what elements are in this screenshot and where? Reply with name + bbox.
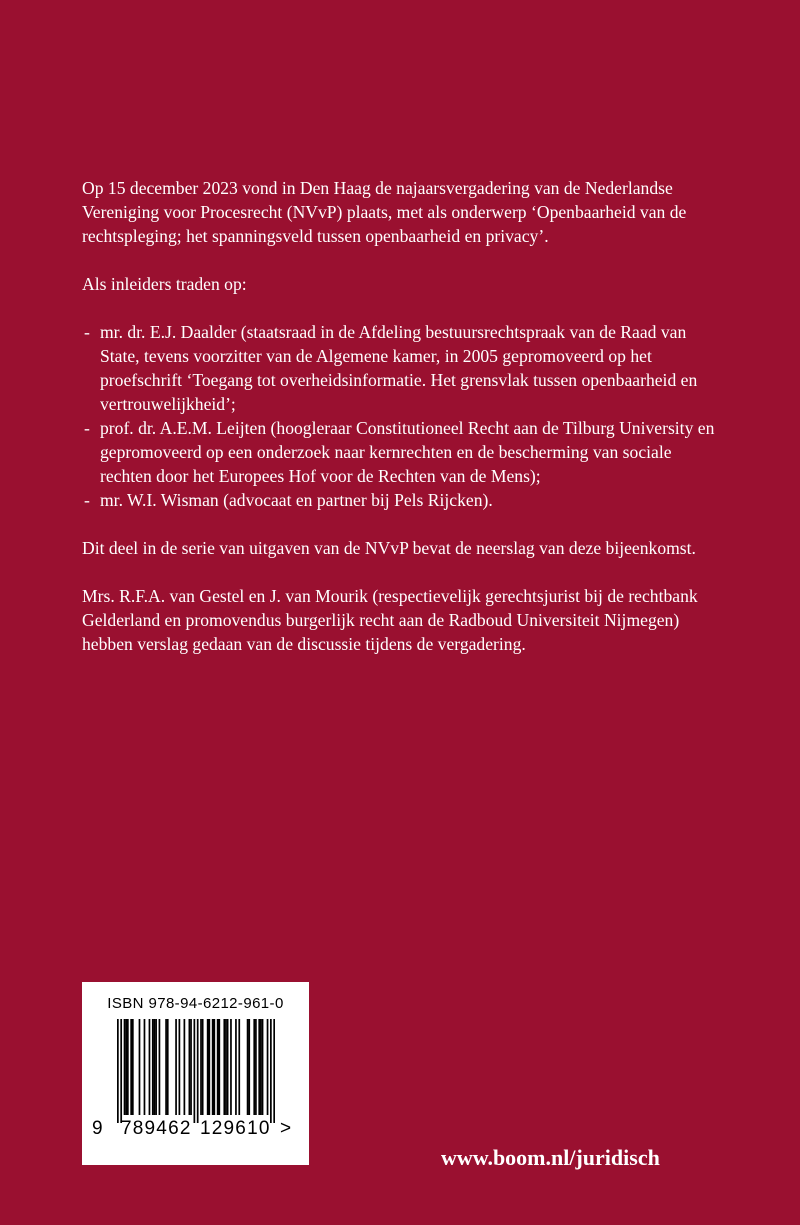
speaker-list: [82, 320, 722, 512]
barcode-bar: [235, 1019, 237, 1115]
barcode-bar: [124, 1019, 126, 1115]
barcode-bar: [247, 1019, 249, 1115]
barcode-bar: [132, 1019, 134, 1115]
barcode-bar: [127, 1019, 129, 1115]
barcode-bar: [253, 1019, 255, 1115]
barcode-bar: [217, 1019, 219, 1115]
barcode-bar: [225, 1019, 227, 1115]
barcode-bar: [227, 1019, 229, 1115]
barcode-guard-bar: [273, 1019, 275, 1123]
barcode-bars: [117, 1019, 275, 1123]
barcode-bar: [267, 1019, 269, 1115]
barcode-bar: [125, 1019, 127, 1115]
isbn-barcode-box: [82, 982, 309, 1165]
barcode-bar: [258, 1019, 260, 1115]
barcode-bar: [130, 1019, 132, 1115]
barcode-bar: [218, 1019, 220, 1115]
barcode-first-digit: 9: [92, 1118, 103, 1139]
barcode-guard-bar: [117, 1019, 119, 1123]
barcode-guard-bar: [120, 1019, 122, 1123]
barcode-bar: [179, 1019, 181, 1115]
barcode-bar: [165, 1019, 167, 1115]
barcode-bar: [154, 1019, 156, 1115]
barcode-bar: [262, 1019, 264, 1115]
barcode-bar: [149, 1019, 151, 1115]
barcode-bar: [223, 1019, 225, 1115]
barcode-digits: [92, 1118, 302, 1144]
series-paragraph: Dit deel in de serie van uitgaven van de NVvP bevat de neerslag van deze bijeenkomst.: [82, 538, 696, 558]
barcode-bar: [139, 1019, 141, 1115]
barcode-bar: [248, 1019, 250, 1115]
barcode-bar: [190, 1019, 192, 1115]
speakers-intro: Als inleiders traden op:: [82, 274, 247, 294]
barcode-bar: [212, 1019, 214, 1115]
barcode-bar: [207, 1019, 209, 1115]
barcode-bar: [255, 1019, 257, 1115]
report-paragraph: Mrs. R.F.A. van Gestel en J. van Mourik (respectievelijk gerechtsjurist bij de rechtbank Gelderland en promovendus burgerlijk recht aan de Radboud Universiteit Nijmegen) hebben verslag gedaan van de discussie tijdens de vergadering.: [82, 586, 698, 654]
list-dash: -: [84, 490, 90, 510]
barcode-bar: [159, 1019, 161, 1115]
description-block: [82, 176, 722, 680]
speaker-text: mr. dr. E.J. Daalder (staatsraad in de Afdeling bestuursrechtspraak van de Raad van State, tevens voorzitter van de Algemene kamer, in 2005 gepromoveerd op het proefschrift ‘Toegang tot overheidsinformatie. Het grensvlak tussen openbaarheid en vertrouwelijkheid’;: [100, 322, 698, 414]
barcode-left-group: 789462: [121, 1118, 192, 1139]
speaker-text: mr. W.I. Wisman (advocaat en partner bij Pels Rijcken).: [100, 490, 493, 510]
speaker-text: prof. dr. A.E.M. Leijten (hoogleraar Constitutioneel Recht aan de Tilburg University en gepromoveerd op een onderzoek naar kernrechten en de bescherming van sociale rechten door het Europees Hof voor de Rechten van de Mens);: [100, 418, 715, 486]
barcode-bar: [202, 1019, 204, 1115]
barcode-bar: [213, 1019, 215, 1115]
list-item: [82, 416, 722, 488]
intro-paragraph: Op 15 december 2023 vond in Den Haag de najaarsvergadering van de Nederlandse Vereniging voor Procesrecht (NVvP) plaats, met als onderwerp ‘Openbaarheid van de rechtspleging; het spanningsveld tussen openbaarheid en privacy’.: [82, 178, 687, 246]
barcode-guard-bar: [194, 1019, 196, 1123]
barcode-quiet-zone-marker: >: [280, 1118, 292, 1139]
barcode-bar: [144, 1019, 146, 1115]
barcode-bar: [155, 1019, 157, 1115]
barcode-bar: [175, 1019, 177, 1115]
isbn-label: ISBN 978-94-6212-961-0: [107, 995, 284, 1012]
publisher-url[interactable]: www.boom.nl/juridisch: [441, 1145, 660, 1170]
list-item: [82, 320, 722, 416]
barcode-bar: [152, 1019, 154, 1115]
barcode-bar: [184, 1019, 186, 1115]
barcode-right-group: 129610: [200, 1118, 271, 1139]
barcode-bar: [189, 1019, 191, 1115]
barcode-bar: [167, 1019, 169, 1115]
barcode-bar: [208, 1019, 210, 1115]
barcode-guard-bar: [270, 1019, 272, 1123]
barcode-bar: [200, 1019, 202, 1115]
list-dash: -: [84, 322, 90, 342]
barcode-bar: [260, 1019, 262, 1115]
list-item: [82, 488, 722, 512]
barcode-bar: [238, 1019, 240, 1115]
barcode-guard-bar: [197, 1019, 199, 1123]
barcode-bar: [230, 1019, 232, 1115]
list-dash: -: [84, 418, 90, 438]
